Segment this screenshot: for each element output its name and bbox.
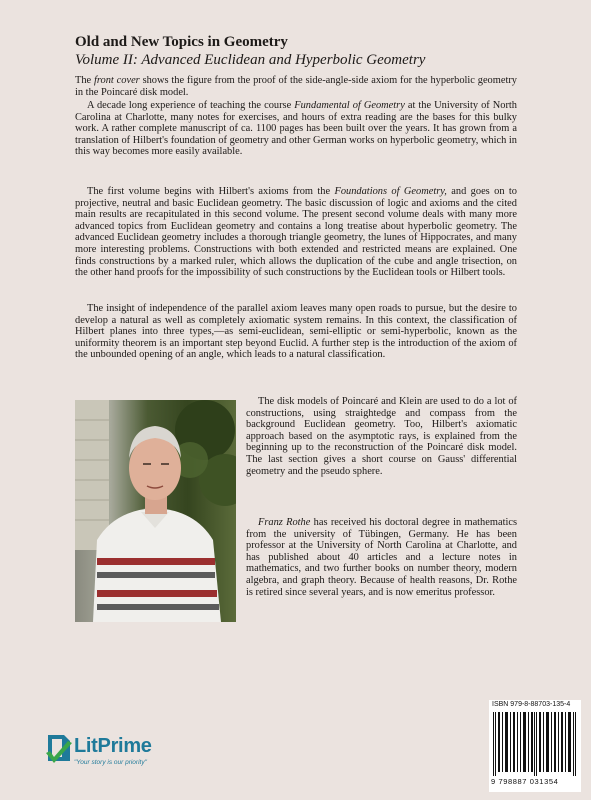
p1-pre: The xyxy=(75,75,94,86)
isbn-barcode xyxy=(489,700,581,792)
p6-post: has received his doctoral degree in mathematics from the university of Tübingen, Germany. He has been professor at the University of North Carolina at Charlotte, and has published about 40 articles and a lecture notes in mathematics, and two further books on number theory, modern algebra, and graph theory. Because of health reasons, Dr. Rothe is retired since several years, and is now emeritus professor. xyxy=(246,517,517,598)
title-subtitle: Volume II: Advanced Euclidean and Hyperbolic Geometry xyxy=(75,52,426,68)
paragraph-front-cover xyxy=(75,75,517,98)
author-photo xyxy=(75,400,236,622)
p2-em: Fundamental of Geometry xyxy=(294,100,405,111)
paragraph-experience xyxy=(75,100,517,158)
publisher-logo xyxy=(44,727,160,777)
book-check-icon xyxy=(44,731,74,771)
paragraph-disk-models: The disk models of Poincaré and Klein are used to do a lot of constructions, using straightedge and compass from the background Euclidean geometry. Too, Hilbert's axiomatic approach based on the asymptotic rays, is explained from the beginning up to the reconstruction of the Poincaré disk model. The last section gives a short course on Gauss' differential geometry and the pseudo sphere. xyxy=(246,396,517,477)
author-name: Franz Rothe xyxy=(258,517,311,528)
p1-post: shows the figure from the proof of the side-angle-side axiom for the hyperbolic geometry in the Poincaré disk model. xyxy=(75,75,517,98)
isbn-label: ISBN 979-8-88703-135-4 xyxy=(492,701,571,708)
publisher-name: LitPrime xyxy=(74,735,152,757)
p3-pre: The first volume begins with Hilbert's axioms from the xyxy=(87,186,335,197)
publisher-tagline: "Your story is our priority" xyxy=(74,759,147,766)
p2-post: at the University of North Carolina at Charlotte, many notes for exercises, and hours of extra reading are the bases for this bulky work. A rather complete manuscript of ca. 1100 pages has been built over the years. It has grown from a translation of Hilbert's foundation of geometry and other German works on hyperbolic geometry, which in this way becomes more easily available. xyxy=(75,100,518,158)
p2-pre: A decade long experience of teaching the course xyxy=(87,100,295,111)
barcode-bars xyxy=(492,712,578,776)
barcode-digits: 9 798887 031354 xyxy=(491,777,559,786)
paragraph-author-bio xyxy=(246,517,517,598)
p3-post: and goes on to projective, neutral and basic Euclidean geometry. The basic discussion of logic and axioms and the cited main results are recapitulated in this second volume. The present second volume deals with many more advanced topics from Euclidean geometry and contains a long treatise about hyperbolic geometry. The advanced Euclidean geometry includes a thorough triangle geometry, the lunes of Hippocrates, and many more interesting problems. Constructions with both extended and restricted means are explained. One finds constructions by a marked ruler, which allows the duplication of the cube and angle trisection, on the other hand proofs for the impossibility of such constructions by the Euclidean tools or Hilbert tools. xyxy=(75,186,517,279)
p3-em: Foundations of Geometry, xyxy=(334,186,447,197)
p1-em: front cover xyxy=(94,75,140,86)
title-main: Old and New Topics in Geometry xyxy=(75,34,288,50)
paragraph-first-volume xyxy=(75,186,517,279)
paragraph-parallel-axiom: The insight of independence of the parallel axiom leaves many open roads to pursue, but the desire to develop a natural as well as completely axiomatic system remains. In this context, the classification of Hilbert planes into three types,—as semi-euclidean, semi-elliptic or semi-hyperbolic, known as the uniformity theorem is an important step beyond Euclid. A further step is the introduction of the axiom of the unbounded opening of an angle, which leads to a natural classification. xyxy=(75,303,517,361)
